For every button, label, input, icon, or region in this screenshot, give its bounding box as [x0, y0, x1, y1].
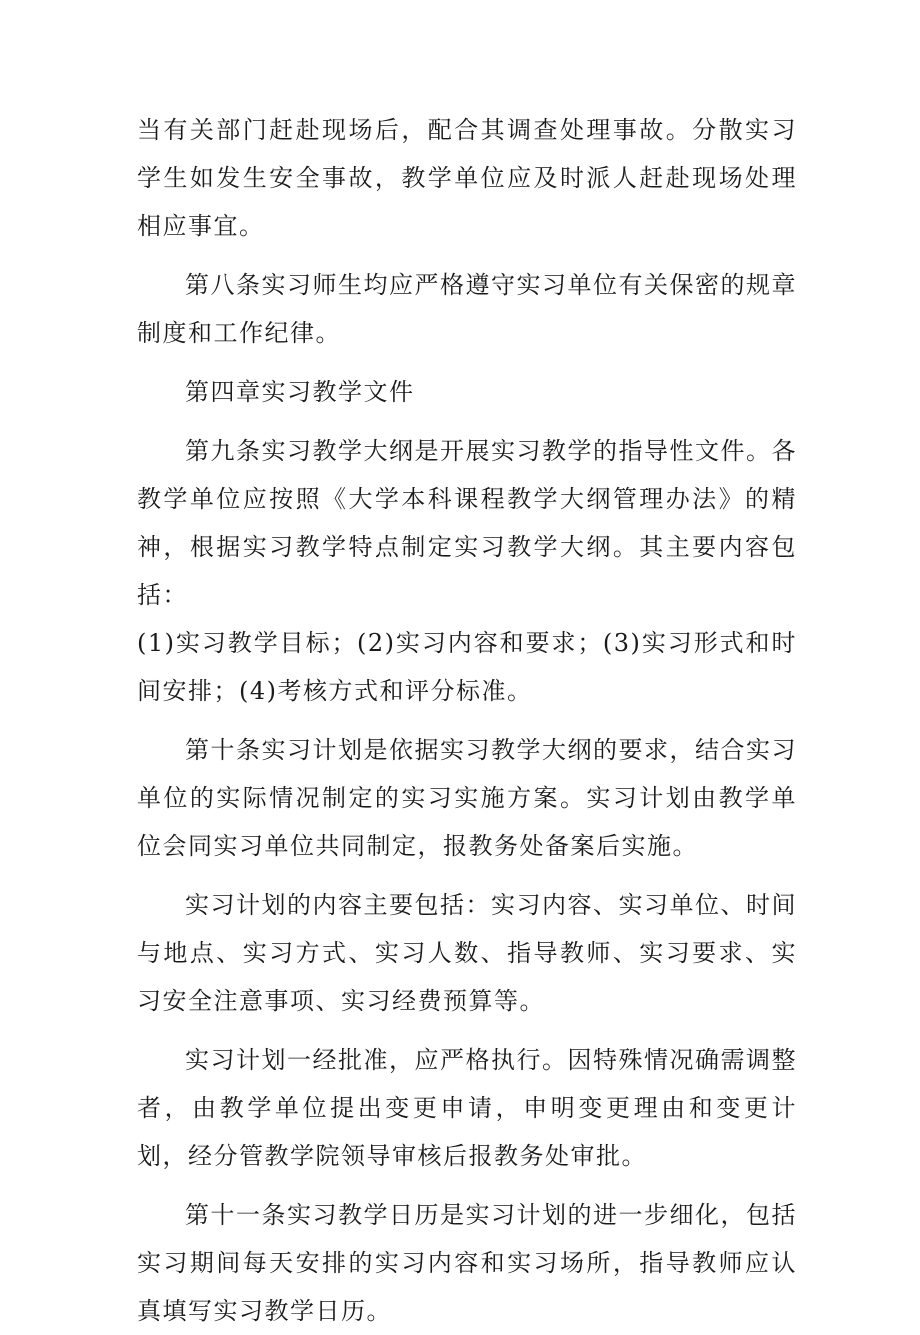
- paragraph-article-9: 第九条实习教学大纲是开展实习教学的指导性文件。各教学单位应按照《大学本科课程教学大纲管理办法》的精神，根据实习教学特点制定实习教学大纲。其主要内容包括：: [137, 437, 797, 609]
- paragraph-article-8: 第八条实习师生均应严格遵守实习单位有关保密的规章制度和工作纪律。: [137, 271, 797, 347]
- paragraph-article-11: 第十一条实习教学日历是实习计划的进一步细化，包括实习期间每天安排的实习内容和实习场所，指导教师应认真填写实习教学日历。: [137, 1201, 797, 1325]
- chapter-4-heading: 第四章实习教学文件: [185, 378, 415, 406]
- paragraph-plan-contents: 实习计划的内容主要包括：实习内容、实习单位、时间与地点、实习方式、实习人数、指导教师、实习要求、实习安全注意事项、实习经费预算等。: [137, 891, 797, 1015]
- document-body: [137, 106, 797, 1335]
- paragraph-plan-changes: 实习计划一经批准，应严格执行。因特殊情况确需调整者，由教学单位提出变更申请，申明变更理由和变更计划，经分管教学院领导审核后报教务处审批。: [137, 1046, 797, 1170]
- paragraph-accident-handling: 当有关部门赶赴现场后，配合其调查处理事故。分散实习学生如发生安全事故，教学单位应及时派人赶赴现场处理相应事宜。: [137, 116, 797, 240]
- paragraph-article-10: 第十条实习计划是依据实习教学大纲的要求，结合实习单位的实际情况制定的实习实施方案。实习计划由教学单位会同实习单位共同制定，报教务处备案后实施。: [137, 736, 797, 860]
- paragraph-syllabus-items: (1)实习教学目标；(2)实习内容和要求；(3)实习形式和时间安排；(4)考核方式和评分标准。: [137, 629, 797, 705]
